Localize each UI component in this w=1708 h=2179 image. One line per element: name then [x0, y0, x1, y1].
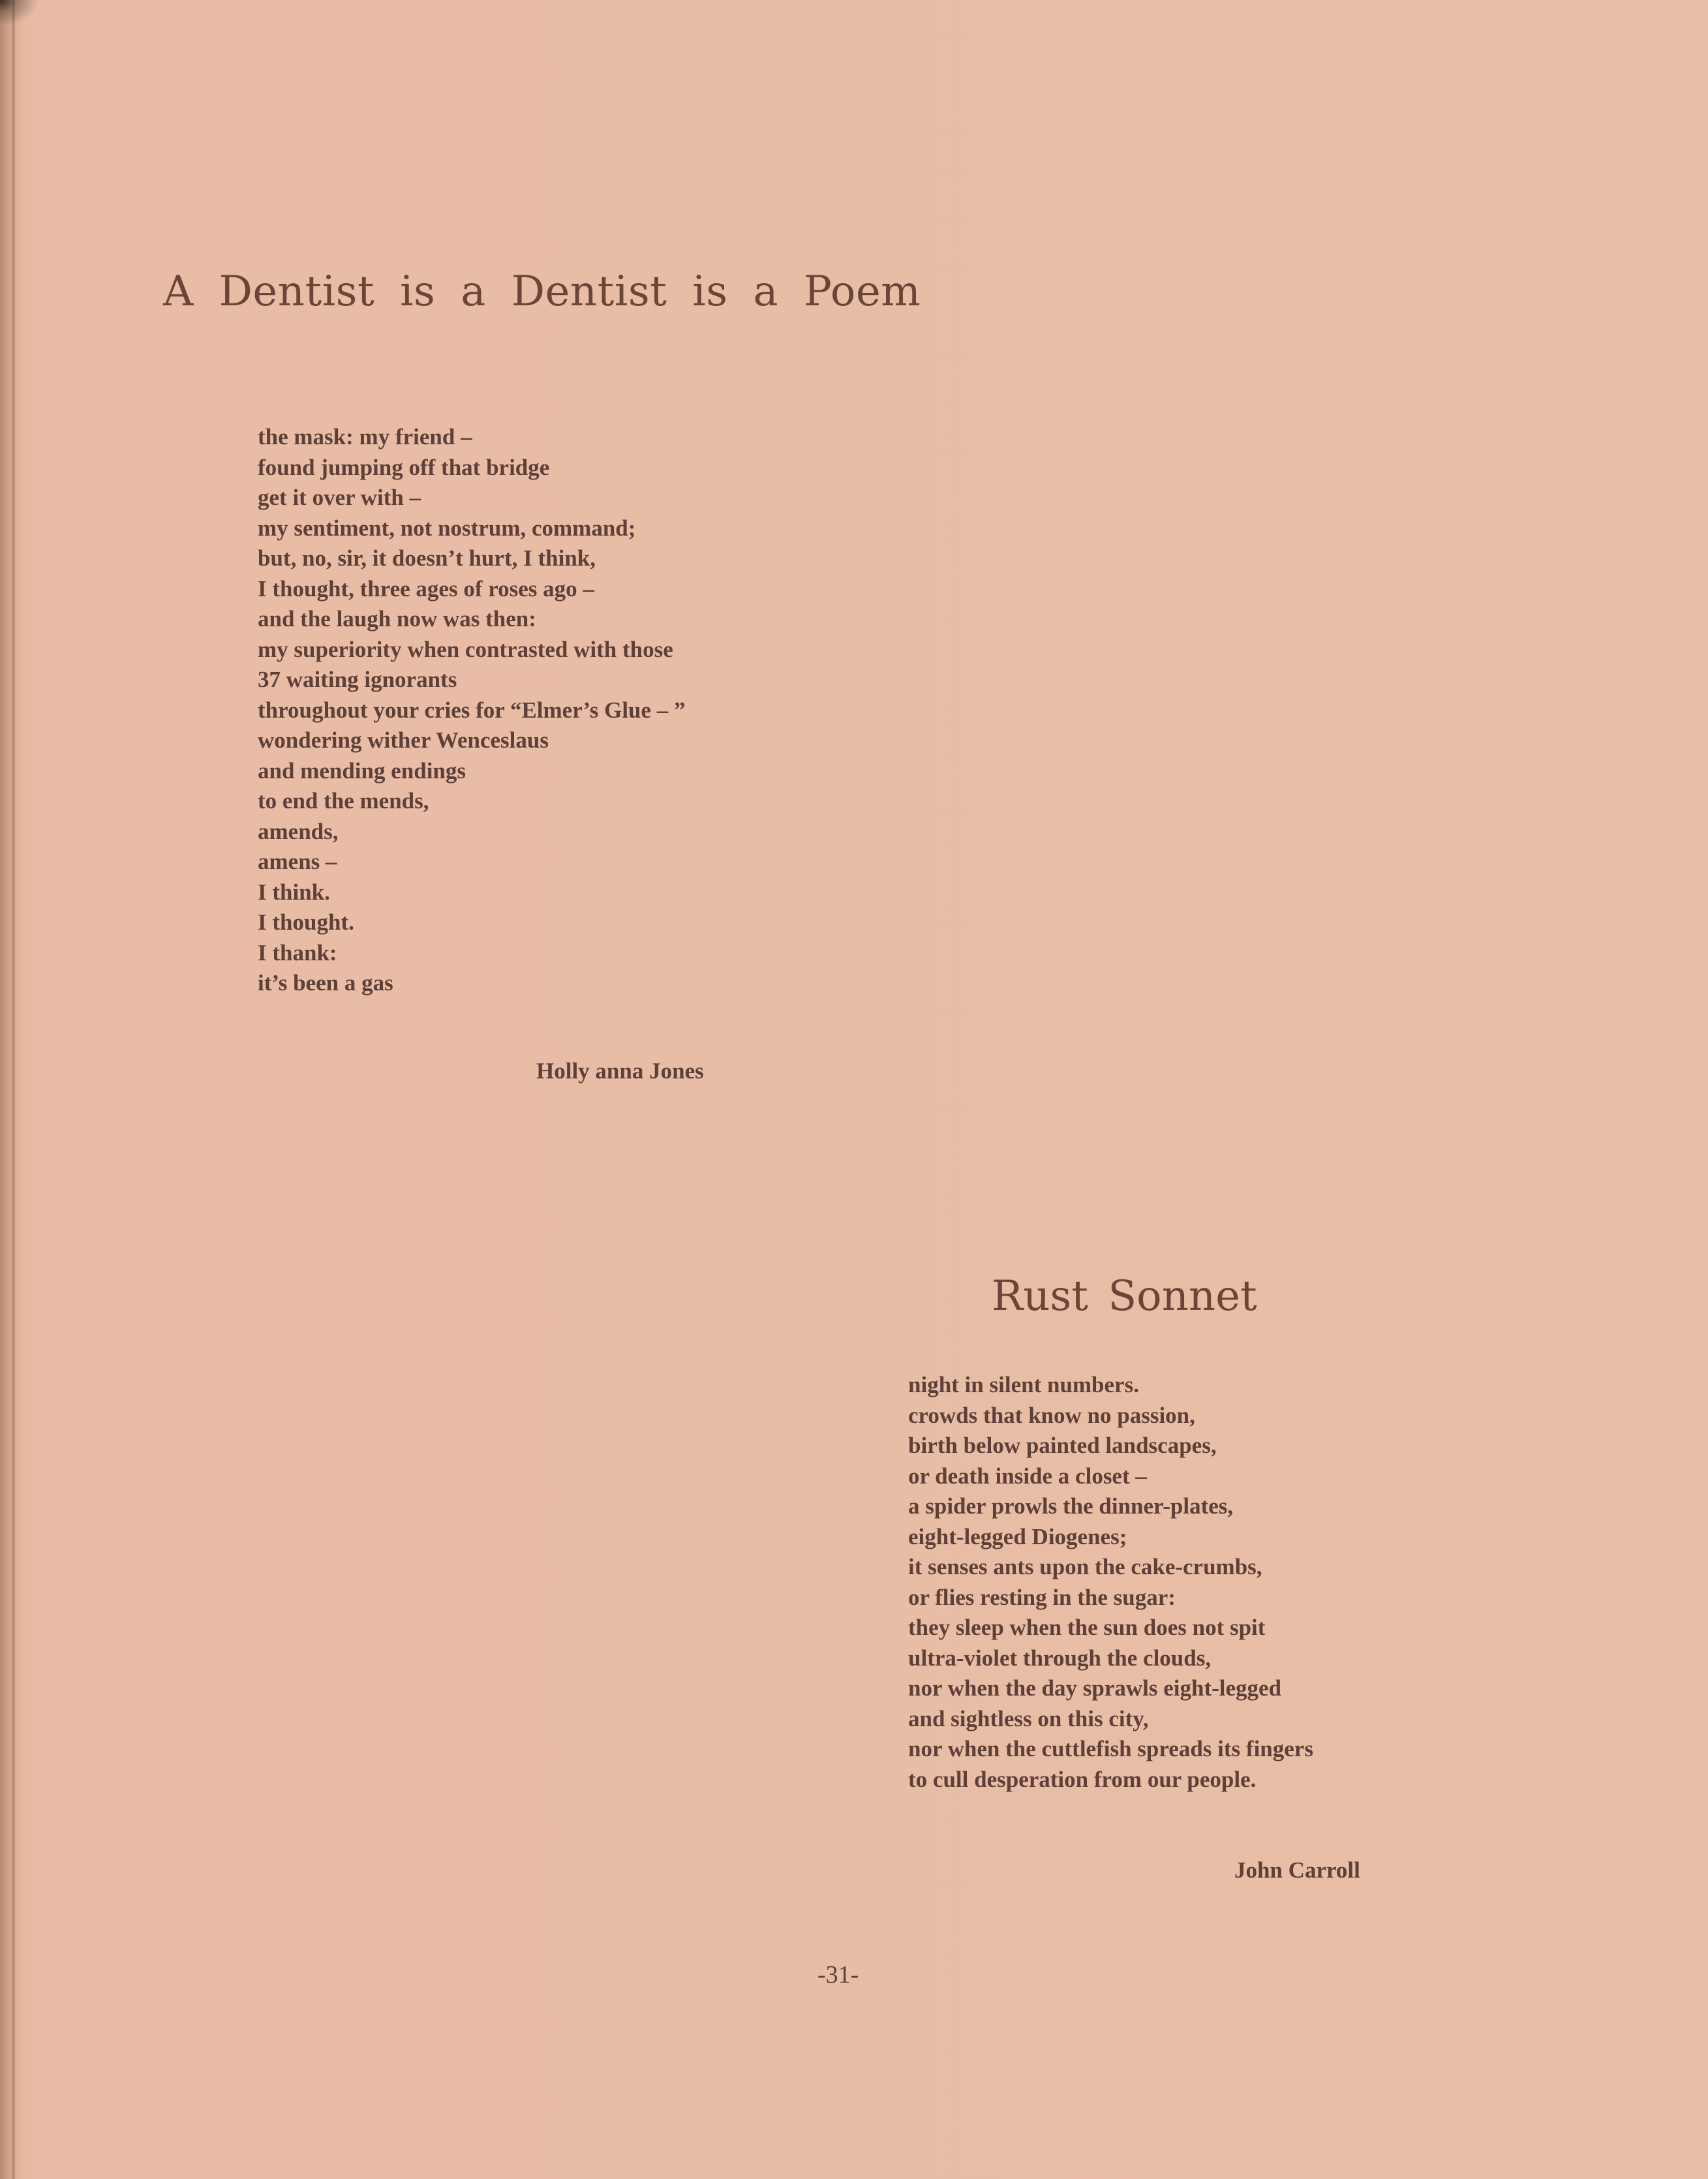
poem-body-rust-sonnet: [908, 1370, 1313, 1795]
poem-line: wondering wither Wenceslaus: [258, 727, 549, 753]
poem-title-rust-sonnet: Rust Sonnet: [992, 1272, 1257, 1320]
poem-line: or flies resting in the sugar:: [908, 1584, 1176, 1610]
poem-line: found jumping off that bridge: [258, 454, 550, 480]
poem-line: night in silent numbers.: [908, 1372, 1139, 1397]
corner-shadow: [0, 0, 39, 26]
poem-author-dentist: Holly anna Jones: [536, 1058, 704, 1084]
poem-line: my sentiment, not nostrum, command;: [258, 515, 636, 541]
poem-line: crowds that know no passion,: [908, 1402, 1195, 1428]
poem-line: they sleep when the sun does not spit: [908, 1615, 1266, 1640]
poem-line: I thought, three ages of roses ago –: [258, 575, 594, 602]
poem-line: ultra-violet through the clouds,: [908, 1645, 1212, 1671]
poem-line: amends,: [258, 818, 339, 844]
poem-line: nor when the cuttlefish spreads its fingers: [908, 1736, 1313, 1761]
poem-line: and the laugh now was then:: [258, 606, 536, 632]
poem-line: to cull desperation from our people.: [908, 1766, 1257, 1792]
poem-line: and sightless on this city,: [908, 1705, 1149, 1731]
poem-line: my superiority when contrasted with those: [258, 636, 673, 662]
poem-line: I think.: [258, 879, 330, 905]
poem-line: and mending endings: [258, 757, 466, 784]
poem-author-rust-sonnet: John Carroll: [1234, 1857, 1360, 1883]
binding-edge: [12, 0, 15, 2179]
poem-line: it senses ants upon the cake-crumbs,: [908, 1554, 1262, 1579]
poem-line: it’s been a gas: [258, 970, 393, 996]
poem-line: eight-legged Diogenes;: [908, 1523, 1127, 1549]
poem-line: I thought.: [258, 909, 354, 935]
poem-title-dentist: A Dentist is a Dentist is a Poem: [163, 267, 921, 316]
poem-line: but, no, sir, it doesn’t hurt, I think,: [258, 545, 596, 571]
poem-line: amens –: [258, 849, 337, 874]
poem-line: birth below painted landscapes,: [908, 1433, 1217, 1458]
poem-line: I thank:: [258, 939, 337, 966]
poem-line: to end the mends,: [258, 788, 429, 814]
poem-body-dentist: [258, 422, 686, 999]
poem-line: 37 waiting ignorants: [258, 667, 457, 692]
poem-line: throughout your cries for “Elmer’s Glue – ”: [258, 697, 686, 723]
poem-line: nor when the day sprawls eight-legged: [908, 1675, 1282, 1701]
poem-line: or death inside a closet –: [908, 1463, 1147, 1489]
poem-line: a spider prowls the dinner-plates,: [908, 1493, 1234, 1519]
poem-line: the mask: my friend –: [258, 424, 472, 450]
poem-line: get it over with –: [258, 485, 421, 510]
page-number: -31-: [817, 1961, 859, 1989]
